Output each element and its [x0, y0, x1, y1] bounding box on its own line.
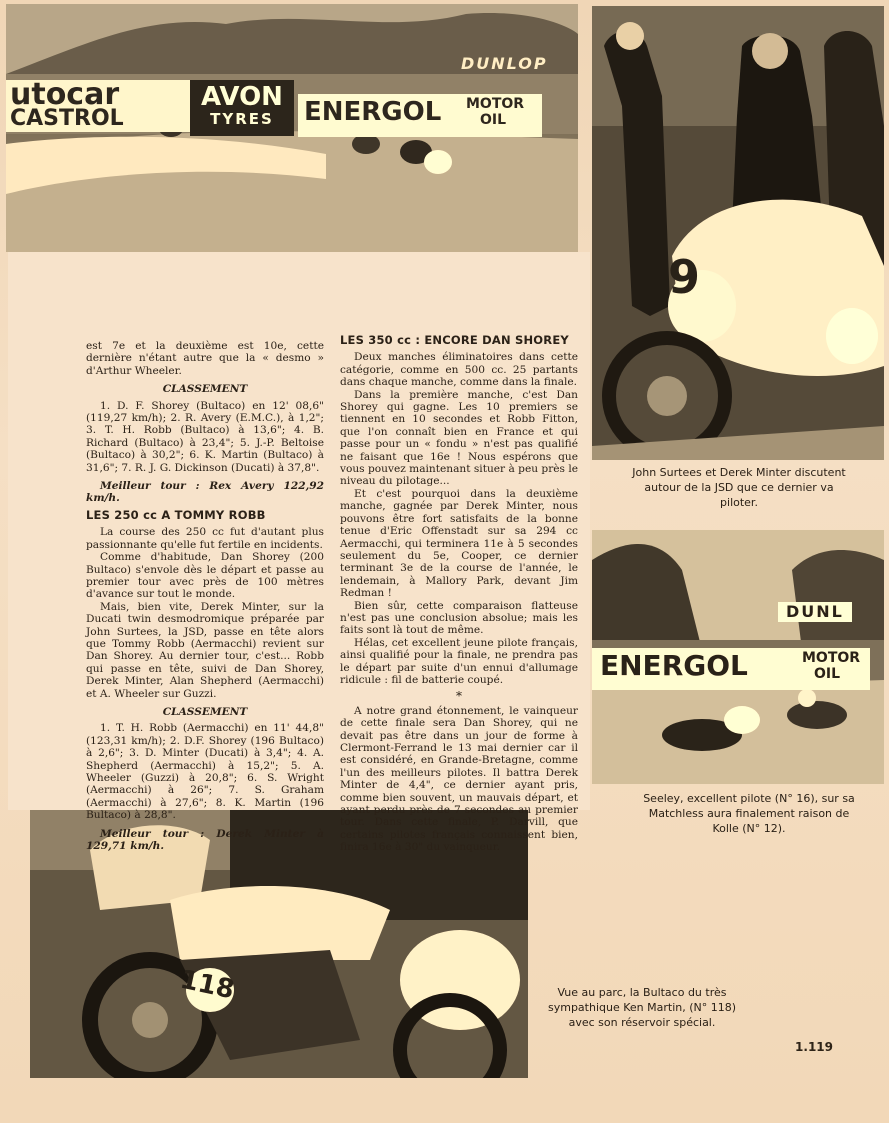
- page-number: 1.119: [795, 1040, 833, 1054]
- caption-sidecar-race: Seeley, excellent pilote (N° 16), sur sa Matchless aura finalement raison de Kolle (N° 12).: [643, 792, 855, 835]
- classement-heading-2: CLASSEMENT: [162, 705, 248, 718]
- paragraph-350-1: Deux manches éliminatoires dans cette catégorie, comme en 500 cc. 25 partants dans chaque manche, comme dans la finale.: [340, 351, 578, 389]
- race-number-9: 9: [668, 250, 701, 304]
- paragraph-250-1: La course des 250 cc fut d'autant plus passionnante qu'elle fut fertile en incidents.: [86, 526, 324, 551]
- photo-sidecar-race: [592, 530, 884, 784]
- caption-bultaco-paddock: Vue au parc, la Bultaco du très sympathique Ken Martin, (N° 118) avec son réservoir spécial.: [547, 986, 737, 1029]
- photo-race-track: [6, 4, 578, 252]
- section-separator-star: *: [456, 689, 462, 704]
- dunlop-sign: DUNLOP: [461, 54, 548, 73]
- article-right-column: [340, 330, 578, 854]
- avon-tyres-sign: AVON TYRES: [190, 80, 294, 136]
- paragraph-350-6: A notre grand étonnement, le vainqueur de cette finale sera Dan Shorey, qui ne devait pas être dans un jour de forme à Clermont-Ferrand le 13 mai dernier car il est considéré, en Grande-Bretagne, comme l'un des meilleurs pilotes. Il battra Derek Minter de 4,4", ce dernier ayant pris, comme bien souvent, un mauvais départ, et ayant perdu près de 7 secondes au premier tour. Dans cette finale, P. Darvill, que certains pilotes français connaissent bien, finira 16e à 30" du vainqueur.: [340, 704, 578, 854]
- dunlop-sign-2: DUNL: [778, 602, 852, 622]
- race-number-118: 118: [177, 964, 237, 1006]
- paragraph-350-2: Dans la première manche, c'est Dan Shorey qui gagne. Les 10 premiers se tiennent en 10 secondes et Robb Fitton, que l'on connaît bien en France et qui passe pour un « fondu » n'est pas qualifié ne faisant que 16e ! Nous espérons que vous pouvez maintenant situer à peu près le niveau du pilotage...: [340, 388, 578, 488]
- energol-sign: ENERGOL MOTOR OIL: [298, 94, 542, 137]
- paragraph-250-2: Comme d'habitude, Dan Shorey (200 Bultaco) s'envole dès le départ et passe au premier tour avec près de 100 mètres d'avance sur tout le monde.: [86, 551, 324, 601]
- article-left-column: [86, 340, 324, 852]
- caption-surtees-minter: John Surtees et Derek Minter discutent autour de la JSD que ce dernier va piloter.: [632, 466, 846, 509]
- best-lap-1: Meilleur tour : Rex Avery 122,92 km/h.: [86, 480, 324, 505]
- best-lap-2: Meilleur tour : Derek Minter à 129,71 km/h.: [86, 827, 324, 853]
- intro-paragraph: est 7e et la deuxième est 10e, cette dernière n'étant autre que la « desmo » d'Arthur Wheeler.: [86, 340, 324, 377]
- photo-surtees-minter: [592, 6, 884, 460]
- classement-results-1: 1. D. F. Shorey (Bultaco) en 12' 08,6" (119,27 km/h); 2. R. Avery (E.M.C.), à 1,2"; 3. T. H. Robb (Bultaco) à 13,6"; 4. B. Richard (Bultaco) à 23,4"; 5. J.-P. Beltoise (Bultaco) à 30,2"; 6. K. Martin (Bultaco) à 31,6"; 7. R. J. G. Dickinson (Ducati) à 37,8".: [86, 399, 324, 474]
- heading-350cc: LES 350 cc : ENCORE DAN SHOREY: [340, 333, 569, 347]
- energol-sign-2: ENERGOL MOTOR OIL: [592, 648, 870, 690]
- paragraph-350-5: Hélas, cet excellent jeune pilote français, ainsi qualifié pour la finale, ne prendra pas le départ par suite d'un ennui d'allumage ridicule : fil de batterie coupé.: [340, 636, 578, 686]
- paragraph-350-3: Et c'est pourquoi dans la deuxième manche, gagnée par Derek Minter, nous pouvons être fort satisfaits de la bonne tenue d'Eric Offenstadt sur sa 294 cc Aermacchi, qui terminera 11e à 5 secondes seulement du 5e, Cooper, ce dernier terminant 3e de la course de l'année, le lendemain, à Mallory Park, devant Jim Redman !: [340, 487, 578, 600]
- paragraph-250-3: Mais, bien vite, Derek Minter, sur la Ducati twin desmodromique préparée par John Surtees, la JSD, passe en tête alors que Tommy Robb (Aermacchi) revient sur Dan Shorey. Au dernier tour, c'est... Robb qui passe en tête, suivi de Dan Shorey, Derek Minter, Alan Shepherd (Aermacchi) et A. Wheeler sur Guzzi.: [86, 600, 324, 700]
- utocar-sign: utocar CASTROL: [6, 80, 192, 132]
- classement-results-2: 1. T. H. Robb (Aermacchi) en 11' 44,8" (123,31 km/h); 2. D.F. Shorey (196 Bultaco) à 2,6"; 3. D. Minter (Ducati) à 3,4"; 4. A. Shepherd (Aermacchi) à 15,2"; 5. A. Wheeler (Guzzi) à 20,8"; 6. S. Wright (Aermacchi) à 26"; 7. S. Graham (Aermacchi) à 27,6"; 8. K. Martin (196 Bultaco) à 28,8".: [86, 722, 324, 822]
- classement-heading: CLASSEMENT: [162, 383, 248, 396]
- heading-250cc: LES 250 cc A TOMMY ROBB: [86, 507, 266, 522]
- paragraph-350-4: Bien sûr, cette comparaison flatteuse n'est pas une conclusion absolue; mais les faits sont là tout de même.: [340, 599, 578, 637]
